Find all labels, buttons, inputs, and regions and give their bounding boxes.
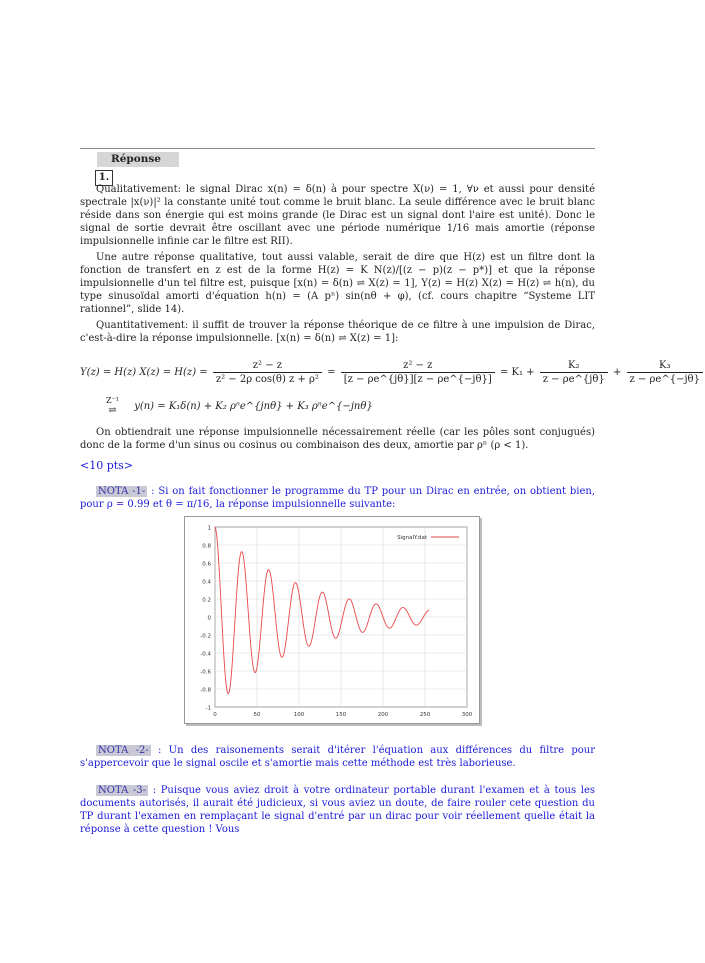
inverse-arrow: ⇌ xyxy=(108,405,117,416)
nota-3-tag: NOTA -3- xyxy=(98,785,147,796)
equation-inverse xyxy=(106,396,621,416)
y-tick-label: 0.8 xyxy=(202,543,211,550)
nota-2-text: : Un des raisonements serait d'itérer l'équation aux différences du filtre pour s'appercevoir que le signal oscile et s'amortie mais cette méthode est très laborieuse. xyxy=(80,745,595,770)
x-tick-label: 50 xyxy=(253,712,261,718)
x-tick-label: 0 xyxy=(213,712,217,718)
y-tick-label: -0.2 xyxy=(200,633,211,640)
y-tick-label: 0.2 xyxy=(202,597,211,604)
inverse-z-label: Z⁻¹ xyxy=(106,396,119,405)
impulse-response-figure xyxy=(184,516,480,724)
y-tick-label: -0.8 xyxy=(200,687,211,694)
eq1-fraction-3 xyxy=(540,360,608,385)
eq1-lhs: Y(z) = H(z) X(z) = H(z) = xyxy=(80,367,208,378)
nota-3 xyxy=(80,784,595,836)
nota-1 xyxy=(80,485,595,511)
y-tick-label: -1 xyxy=(205,705,211,712)
eq1-fraction-2 xyxy=(341,360,495,385)
eq1-f3-num: K₂ xyxy=(540,360,608,373)
y-tick-label: -0.4 xyxy=(200,651,211,658)
paragraph-qualitative: Qualitativement: le signal Dirac x(n) = δ(n) à pour spectre X(ν) = 1, ∀ν et aussi pour densité spectrale |x(ν)|² la constante unité tout comme le bruit blanc. La seule différence avec le bruit blanc réside dans son énergie qui est moins grande (le Dirac est un signal dont l'aire est unité). Donc le signal de sortie devrait être oscillant avec une période numérique 1/16 mais amortie (réponse impulsionnelle infinie car le filtre est RII). xyxy=(80,184,595,248)
eq1-f4-den: z − ρe^{−jθ} xyxy=(629,374,700,385)
y-tick-label: 0.6 xyxy=(202,561,211,568)
eq1-f3-den: z − ρe^{jθ} xyxy=(542,374,605,385)
eq1-f4-num: K₃ xyxy=(627,360,703,373)
nota-3-text: : Puisque vous aviez droit à votre ordinateur portable durant l'examen et à tous les documents autorisés, il aurait été judicieux, si vous aviez un doute, de faire rouler cete question du TP durant l'examen en remplaçant le signal d'entré par un dirac pour voir réellement quelle était la réponse à cette question ! Vous xyxy=(80,785,596,836)
eq1-k1: = K₁ + xyxy=(499,367,535,378)
paragraph-conclusion: On obtiendrait une réponse impulsionnelle nécessairement réelle (car les pôles sont conjugués) donc de la forme d'un sinus ou cosinus ou combinaison des deux, amortie par ρⁿ (ρ < 1). xyxy=(80,427,595,452)
x-tick-label: 200 xyxy=(377,712,389,718)
x-tick-label: 150 xyxy=(335,712,347,718)
eq1-fraction-4 xyxy=(627,360,703,385)
y-tick-label: 0.4 xyxy=(202,579,211,586)
y-tick-label: 0 xyxy=(207,615,211,622)
impulse-response-chart xyxy=(185,517,479,723)
x-tick-label: 250 xyxy=(419,712,431,718)
eq1-fraction-1 xyxy=(213,360,322,385)
top-rule xyxy=(80,148,595,149)
section-title: Réponse xyxy=(97,152,179,167)
y-tick-label: -0.6 xyxy=(200,669,211,676)
eq1-f1-den: z² − 2ρ cos(θ) z + ρ² xyxy=(215,374,319,385)
paragraph-alternative: Une autre réponse qualitative, tout aussi valable, serait de dire que H(z) est un filtre dont la fonction de transfert en z est de la forme H(z) = K N(z)/[(z − p)(z − p*)] et que la réponse impulsionnelle d'un tel filtre est, puisque [x(n) = δ(n) ⇌ X(z) = 1], Y(z) = H(z) X(z) = H(z) ⇌ h(n), du type sinusoïdal amorti d'équation h(n) = (A pⁿ) sin(nθ + φ), (cf. cours chapitre “Systeme LIT rationnel”, slide 14). xyxy=(80,252,595,316)
legend-label: SignalY.dat xyxy=(397,535,427,541)
question-number: 1. xyxy=(95,170,113,186)
eq1-f1-num: z² − z xyxy=(213,360,322,373)
nota-1-text: : Si on fait fonctionner le programme du TP pour un Dirac en entrée, on obtient bien, pour ρ = 0.99 et θ = π/16, la réponse impulsionnelle suivante: xyxy=(80,486,595,511)
points-label: <10 pts> xyxy=(80,459,134,472)
eq2-rhs: y(n) = K₁δ(n) + K₂ ρⁿe^{jnθ} + K₃ ρⁿe^{−jnθ} xyxy=(134,400,373,412)
eq1-f2-num: z² − z xyxy=(341,360,495,373)
paragraph-quantitative: Quantitativement: il suffit de trouver la réponse théorique de ce filtre à une impulsion de Dirac, c'est-à-dire la réponse impulsionnelle. [x(n) = δ(n) ⇌ X(z) = 1]: xyxy=(80,320,595,345)
x-tick-label: 300 xyxy=(461,712,473,718)
nota-1-tag: NOTA -1- xyxy=(98,486,146,497)
eq1-f2-den: [z − ρe^{jθ}][z − ρe^{−jθ}] xyxy=(343,374,492,385)
eq1-plus: + xyxy=(612,367,622,378)
eq1-equal: = xyxy=(327,367,336,378)
nota-2-tag: NOTA -2- xyxy=(98,745,149,756)
x-tick-label: 100 xyxy=(293,712,305,718)
y-tick-label: 1 xyxy=(207,525,211,532)
nota-2 xyxy=(80,744,595,770)
series-line-signaly xyxy=(215,527,429,694)
